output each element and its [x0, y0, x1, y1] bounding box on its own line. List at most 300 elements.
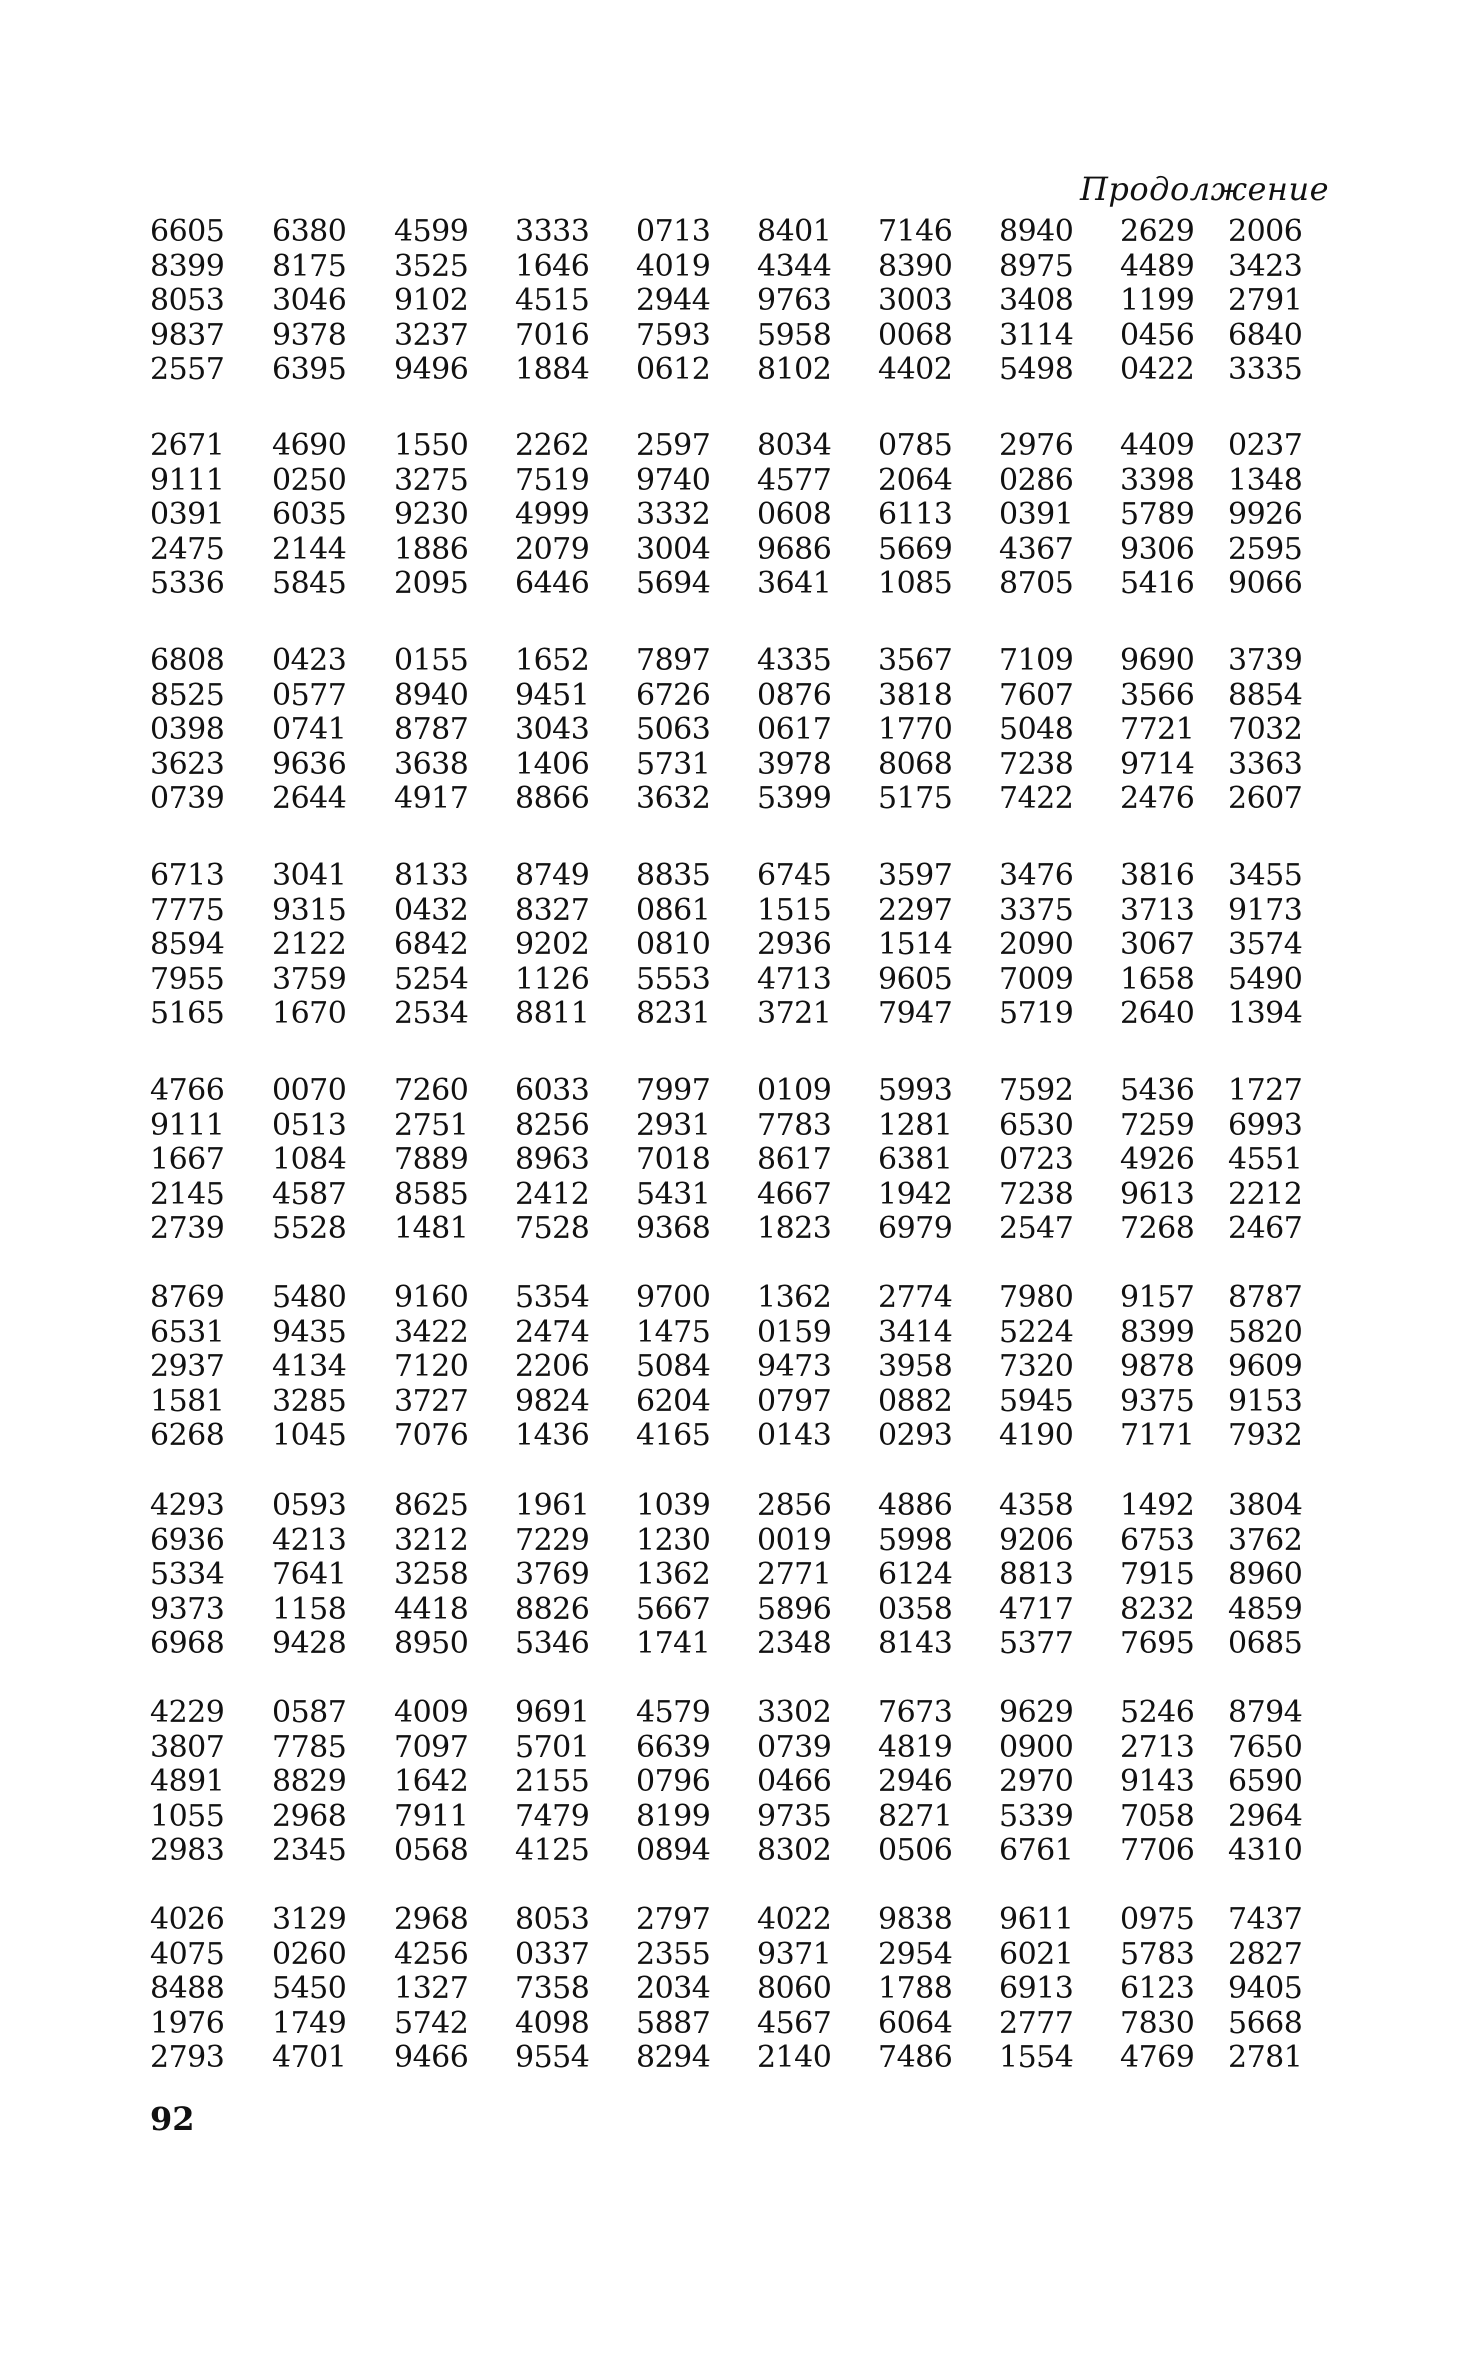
table-cell: 4125 — [515, 1833, 590, 1868]
table-cell: 8053 — [515, 1902, 590, 1937]
table-cell: 0391 — [150, 497, 225, 532]
table-cell: 2936 — [757, 927, 832, 962]
table-row — [0, 1177, 1477, 1213]
table-cell: 3455 — [1228, 858, 1303, 893]
table-cell: 1230 — [636, 1522, 711, 1558]
table-cell: 2474 — [515, 1314, 590, 1350]
table-row — [0, 712, 1477, 748]
table-cell: 8813 — [999, 1557, 1074, 1592]
table-cell: 8960 — [1228, 1557, 1303, 1592]
table-cell: 6936 — [150, 1522, 225, 1558]
page-number: 92 — [150, 2100, 195, 2138]
table-cell: 7479 — [515, 1798, 590, 1834]
table-cell: 2079 — [515, 531, 590, 567]
table-cell: 5553 — [636, 961, 711, 997]
table-cell: 0159 — [757, 1314, 832, 1350]
table-cell: 0713 — [636, 214, 711, 249]
table-cell: 4713 — [757, 961, 832, 997]
table-cell: 4022 — [757, 1902, 832, 1937]
table-cell: 9613 — [1120, 1176, 1195, 1212]
table-cell: 1770 — [878, 712, 953, 747]
table-cell: 7785 — [272, 1729, 347, 1765]
table-cell: 0358 — [878, 1591, 953, 1627]
table-cell: 3727 — [394, 1383, 469, 1419]
table-cell: 4190 — [999, 1418, 1074, 1453]
table-cell: 3285 — [272, 1383, 347, 1419]
table-cell: 6842 — [394, 927, 469, 962]
table-cell: 3713 — [1120, 892, 1195, 928]
table-cell: 6035 — [272, 497, 347, 532]
table-cell: 6761 — [999, 1833, 1074, 1868]
table-cell: 8399 — [150, 248, 225, 284]
table-cell: 9714 — [1120, 746, 1195, 782]
table-cell: 9629 — [999, 1695, 1074, 1730]
table-cell: 5490 — [1228, 961, 1303, 997]
table-row — [0, 747, 1477, 783]
table-cell: 7016 — [515, 317, 590, 353]
table-cell: 9153 — [1228, 1383, 1303, 1419]
table-cell: 7320 — [999, 1349, 1074, 1384]
table-cell: 5450 — [272, 1971, 347, 2006]
table-cell: 0741 — [272, 712, 347, 747]
table-cell: 0260 — [272, 1936, 347, 1972]
table-cell: 1667 — [150, 1142, 225, 1177]
table-cell: 7032 — [1228, 712, 1303, 747]
table-cell: 0506 — [878, 1833, 953, 1868]
table-cell: 1884 — [515, 352, 590, 387]
table-cell: 5667 — [636, 1591, 711, 1627]
table-cell: 6033 — [515, 1073, 590, 1108]
table-row — [0, 1557, 1477, 1593]
table-cell: 6381 — [878, 1142, 953, 1177]
table-cell: 8617 — [757, 1142, 832, 1177]
table-row — [0, 1349, 1477, 1385]
table-cell: 5084 — [636, 1349, 711, 1384]
table-cell: 4026 — [150, 1902, 225, 1937]
table-cell: 2739 — [150, 1211, 225, 1246]
table-cell: 4256 — [394, 1936, 469, 1972]
table-cell: 4165 — [636, 1418, 711, 1453]
table-cell: 9700 — [636, 1280, 711, 1315]
table-cell: 4577 — [757, 462, 832, 498]
table-cell: 2467 — [1228, 1211, 1303, 1246]
table-cell: 8199 — [636, 1798, 711, 1834]
table-cell: 2771 — [757, 1557, 832, 1592]
table-cell: 9605 — [878, 961, 953, 997]
table-cell: 2140 — [757, 2040, 832, 2075]
table-cell: 1658 — [1120, 961, 1195, 997]
table-cell: 1281 — [878, 1107, 953, 1143]
table-cell: 7775 — [150, 892, 225, 928]
table-cell: 5669 — [878, 531, 953, 567]
table-cell: 2970 — [999, 1764, 1074, 1799]
table-row — [0, 1142, 1477, 1178]
table-cell: 2793 — [150, 2040, 225, 2075]
table-cell: 0398 — [150, 712, 225, 747]
table-cell: 5993 — [878, 1073, 953, 1108]
table-cell: 0422 — [1120, 352, 1195, 387]
table-row — [0, 1211, 1477, 1247]
table-cell: 6808 — [150, 643, 225, 678]
table-cell: 5701 — [515, 1729, 590, 1765]
table-cell: 9102 — [394, 283, 469, 318]
table-cell: 3302 — [757, 1695, 832, 1730]
table-cell: 8811 — [515, 996, 590, 1031]
table-row — [0, 566, 1477, 602]
table-cell: 8399 — [1120, 1314, 1195, 1350]
table-cell: 6968 — [150, 1626, 225, 1661]
table-cell: 6713 — [150, 858, 225, 893]
table-cell: 0577 — [272, 677, 347, 713]
table-cell: 2348 — [757, 1626, 832, 1661]
table-row — [0, 1592, 1477, 1628]
table-cell: 7721 — [1120, 712, 1195, 747]
table-cell: 5731 — [636, 746, 711, 782]
table-cell: 4701 — [272, 2040, 347, 2075]
table-row — [0, 858, 1477, 894]
table-cell: 2090 — [999, 927, 1074, 962]
table-cell: 9609 — [1228, 1349, 1303, 1384]
table-cell: 1362 — [757, 1280, 832, 1315]
table-cell: 9763 — [757, 283, 832, 318]
table-cell: 8053 — [150, 283, 225, 318]
table-cell: 0432 — [394, 892, 469, 928]
table-cell: 0109 — [757, 1073, 832, 1108]
table-cell: 6395 — [272, 352, 347, 387]
table-cell: 5668 — [1228, 2005, 1303, 2041]
table-cell: 5339 — [999, 1798, 1074, 1834]
table-cell: 0568 — [394, 1833, 469, 1868]
table-cell: 9066 — [1228, 566, 1303, 601]
table-cell: 6840 — [1228, 317, 1303, 353]
table-cell: 8133 — [394, 858, 469, 893]
table-cell: 1199 — [1120, 283, 1195, 318]
table-cell: 2144 — [272, 531, 347, 567]
table-cell: 3237 — [394, 317, 469, 353]
table-cell: 2475 — [150, 531, 225, 567]
table-cell: 7695 — [1120, 1626, 1195, 1661]
table-cell: 4213 — [272, 1522, 347, 1558]
table-cell: 9143 — [1120, 1764, 1195, 1799]
table-cell: 9373 — [150, 1591, 225, 1627]
table-cell: 3335 — [1228, 352, 1303, 387]
table-cell: 8866 — [515, 781, 590, 816]
table-cell: 3958 — [878, 1349, 953, 1384]
table-cell: 8488 — [150, 1971, 225, 2006]
table-cell: 9230 — [394, 497, 469, 532]
table-cell: 3978 — [757, 746, 832, 782]
table-cell: 4019 — [636, 248, 711, 284]
table-cell: 1550 — [394, 428, 469, 463]
table-cell: 3398 — [1120, 462, 1195, 498]
table-cell: 1554 — [999, 2040, 1074, 2075]
table-cell: 2856 — [757, 1488, 832, 1523]
table-cell: 4489 — [1120, 248, 1195, 284]
table-cell: 0612 — [636, 352, 711, 387]
table-cell: 2607 — [1228, 781, 1303, 816]
table-cell: 9405 — [1228, 1971, 1303, 2006]
table-cell: 2597 — [636, 428, 711, 463]
table-cell: 1158 — [272, 1591, 347, 1627]
table-cell: 8769 — [150, 1280, 225, 1315]
table-cell: 2547 — [999, 1211, 1074, 1246]
table-cell: 7146 — [878, 214, 953, 249]
table-cell: 8625 — [394, 1488, 469, 1523]
table-cell: 4999 — [515, 497, 590, 532]
table-cell: 0608 — [757, 497, 832, 532]
table-cell: 0975 — [1120, 1902, 1195, 1937]
table-cell: 7650 — [1228, 1729, 1303, 1765]
table-cell: 2944 — [636, 283, 711, 318]
table-cell: 8835 — [636, 858, 711, 893]
table-cell: 2964 — [1228, 1798, 1303, 1834]
table-cell: 1045 — [272, 1418, 347, 1453]
table-cell: 1084 — [272, 1142, 347, 1177]
table-cell: 2345 — [272, 1833, 347, 1868]
table-cell: 8271 — [878, 1798, 953, 1834]
table-cell: 2671 — [150, 428, 225, 463]
table-cell: 7673 — [878, 1695, 953, 1730]
table-cell: 7783 — [757, 1107, 832, 1143]
table-cell: 0593 — [272, 1488, 347, 1523]
table-cell: 7947 — [878, 996, 953, 1031]
table-cell: 7519 — [515, 462, 590, 498]
table-cell: 1039 — [636, 1488, 711, 1523]
table-cell: 9837 — [150, 317, 225, 353]
table-cell: 7260 — [394, 1073, 469, 1108]
table-cell: 2145 — [150, 1176, 225, 1212]
table-cell: 6993 — [1228, 1107, 1303, 1143]
table-cell: 2976 — [999, 428, 1074, 463]
table-cell: 8594 — [150, 927, 225, 962]
table-cell: 3567 — [878, 643, 953, 678]
table-cell: 7641 — [272, 1557, 347, 1592]
table-cell: 7018 — [636, 1142, 711, 1177]
table-cell: 0739 — [757, 1729, 832, 1765]
table-cell: 7422 — [999, 781, 1074, 816]
table-cell: 7238 — [999, 1176, 1074, 1212]
table-cell: 3414 — [878, 1314, 953, 1350]
table-cell: 9838 — [878, 1902, 953, 1937]
table-cell: 5224 — [999, 1314, 1074, 1350]
table-cell: 9206 — [999, 1522, 1074, 1558]
table-cell: 4293 — [150, 1488, 225, 1523]
table-cell: 9473 — [757, 1349, 832, 1384]
table-cell: 6446 — [515, 566, 590, 601]
table-cell: 0861 — [636, 892, 711, 928]
table-row — [0, 781, 1477, 817]
table-cell: 9690 — [1120, 643, 1195, 678]
table-cell: 0456 — [1120, 317, 1195, 353]
table-cell: 6380 — [272, 214, 347, 249]
table-cell: 2937 — [150, 1349, 225, 1384]
table-cell: 9111 — [150, 462, 225, 498]
table-cell: 4819 — [878, 1729, 953, 1765]
table-cell: 9740 — [636, 462, 711, 498]
table-cell: 2064 — [878, 462, 953, 498]
table-cell: 5063 — [636, 712, 711, 747]
table-cell: 3114 — [999, 317, 1074, 353]
table-cell: 3804 — [1228, 1488, 1303, 1523]
table-cell: 5498 — [999, 352, 1074, 387]
table-cell: 0739 — [150, 781, 225, 816]
table-cell: 8256 — [515, 1107, 590, 1143]
table-cell: 9611 — [999, 1902, 1074, 1937]
table-cell: 1126 — [515, 961, 590, 997]
table-cell: 9378 — [272, 317, 347, 353]
table-cell: 1823 — [757, 1211, 832, 1246]
table-cell: 7897 — [636, 643, 711, 678]
table-cell: 7889 — [394, 1142, 469, 1177]
table-cell: 0513 — [272, 1107, 347, 1143]
table-row — [0, 1799, 1477, 1835]
table-cell: 1741 — [636, 1626, 711, 1661]
table-cell: 5719 — [999, 996, 1074, 1031]
table-cell: 7120 — [394, 1349, 469, 1384]
table-cell: 3566 — [1120, 677, 1195, 713]
table-cell: 5354 — [515, 1280, 590, 1315]
table-row — [0, 1418, 1477, 1454]
table-cell: 3762 — [1228, 1522, 1303, 1558]
table-row — [0, 1073, 1477, 1109]
table-cell: 0587 — [272, 1695, 347, 1730]
table-cell: 3043 — [515, 712, 590, 747]
table-cell: 8327 — [515, 892, 590, 928]
table-cell: 7259 — [1120, 1107, 1195, 1143]
table-cell: 3408 — [999, 283, 1074, 318]
table-cell: 4917 — [394, 781, 469, 816]
table-cell: 3623 — [150, 746, 225, 782]
table-cell: 3721 — [757, 996, 832, 1031]
table-cell: 2595 — [1228, 531, 1303, 567]
table-cell: 9173 — [1228, 892, 1303, 928]
table-cell: 0723 — [999, 1142, 1074, 1177]
table-cell: 0617 — [757, 712, 832, 747]
table-cell: 1436 — [515, 1418, 590, 1453]
table-cell: 4886 — [878, 1488, 953, 1523]
table-row — [0, 678, 1477, 714]
table-cell: 4358 — [999, 1488, 1074, 1523]
table-cell: 7171 — [1120, 1418, 1195, 1453]
table-cell: 5431 — [636, 1176, 711, 1212]
table-cell: 3641 — [757, 566, 832, 601]
table-cell: 2095 — [394, 566, 469, 601]
table-cell: 8829 — [272, 1764, 347, 1799]
table-cell: 2006 — [1228, 214, 1303, 249]
table-cell: 1406 — [515, 746, 590, 782]
table-cell: 6268 — [150, 1418, 225, 1453]
table-cell: 6113 — [878, 497, 953, 532]
table-cell: 1492 — [1120, 1488, 1195, 1523]
table-cell: 4344 — [757, 248, 832, 284]
table-cell: 5246 — [1120, 1695, 1195, 1730]
table-cell: 0796 — [636, 1764, 711, 1799]
table-cell: 1581 — [150, 1383, 225, 1419]
table-cell: 2557 — [150, 352, 225, 387]
table-cell: 3003 — [878, 283, 953, 318]
table-cell: 3046 — [272, 283, 347, 318]
table-cell: 7358 — [515, 1971, 590, 2006]
table-cell: 1670 — [272, 996, 347, 1031]
table-cell: 6979 — [878, 1211, 953, 1246]
table-cell: 8060 — [757, 1971, 832, 2006]
table-cell: 2968 — [394, 1902, 469, 1937]
table-cell: 8525 — [150, 677, 225, 713]
table-cell: 2827 — [1228, 1936, 1303, 1972]
table-cell: 8787 — [394, 712, 469, 747]
table-cell: 5436 — [1120, 1073, 1195, 1108]
table-row — [0, 1108, 1477, 1144]
table-cell: 5377 — [999, 1626, 1074, 1661]
table-cell: 2774 — [878, 1280, 953, 1315]
table-cell: 4891 — [150, 1764, 225, 1799]
table-cell: 5254 — [394, 961, 469, 997]
table-cell: 6123 — [1120, 1971, 1195, 2006]
table-cell: 0391 — [999, 497, 1074, 532]
table-cell: 7238 — [999, 746, 1074, 782]
table-cell: 3807 — [150, 1729, 225, 1765]
table-cell: 1481 — [394, 1211, 469, 1246]
table-cell: 8585 — [394, 1176, 469, 1212]
table-cell: 9375 — [1120, 1383, 1195, 1419]
table-cell: 0237 — [1228, 428, 1303, 463]
table-cell: 3004 — [636, 531, 711, 567]
table-row — [0, 1384, 1477, 1420]
table-cell: 3739 — [1228, 643, 1303, 678]
table-cell: 1976 — [150, 2005, 225, 2041]
table-row — [0, 927, 1477, 963]
table-cell: 5958 — [757, 317, 832, 353]
table-cell: 2476 — [1120, 781, 1195, 816]
table-cell: 0423 — [272, 643, 347, 678]
table-cell: 2629 — [1120, 214, 1195, 249]
table-cell: 6064 — [878, 2005, 953, 2041]
table-cell: 7097 — [394, 1729, 469, 1765]
table-cell: 7706 — [1120, 1833, 1195, 1868]
table-cell: 1727 — [1228, 1073, 1303, 1108]
table-cell: 4418 — [394, 1591, 469, 1627]
table-cell: 4599 — [394, 214, 469, 249]
table-cell: 4579 — [636, 1695, 711, 1730]
table-cell: 6590 — [1228, 1764, 1303, 1799]
table-cell: 7109 — [999, 643, 1074, 678]
table-row — [0, 1280, 1477, 1316]
table-cell: 6530 — [999, 1107, 1074, 1143]
table-cell: 7593 — [636, 317, 711, 353]
table-cell: 8232 — [1120, 1591, 1195, 1627]
table-cell: 4926 — [1120, 1142, 1195, 1177]
table-cell: 3375 — [999, 892, 1074, 928]
table-cell: 0894 — [636, 1833, 711, 1868]
table-cell: 2713 — [1120, 1729, 1195, 1765]
table-cell: 2954 — [878, 1936, 953, 1972]
table-row — [0, 463, 1477, 499]
table-cell: 2983 — [150, 1833, 225, 1868]
table-cell: 9496 — [394, 352, 469, 387]
table-cell: 7911 — [394, 1798, 469, 1834]
table-cell: 7229 — [515, 1522, 590, 1558]
table-row — [0, 497, 1477, 533]
table-cell: 4229 — [150, 1695, 225, 1730]
table-cell: 9686 — [757, 531, 832, 567]
table-cell: 7607 — [999, 677, 1074, 713]
table-cell: 9306 — [1120, 531, 1195, 567]
table-row — [0, 1730, 1477, 1766]
table-cell: 5789 — [1120, 497, 1195, 532]
table-cell: 8749 — [515, 858, 590, 893]
table-row — [0, 1523, 1477, 1559]
table-row — [0, 1626, 1477, 1662]
